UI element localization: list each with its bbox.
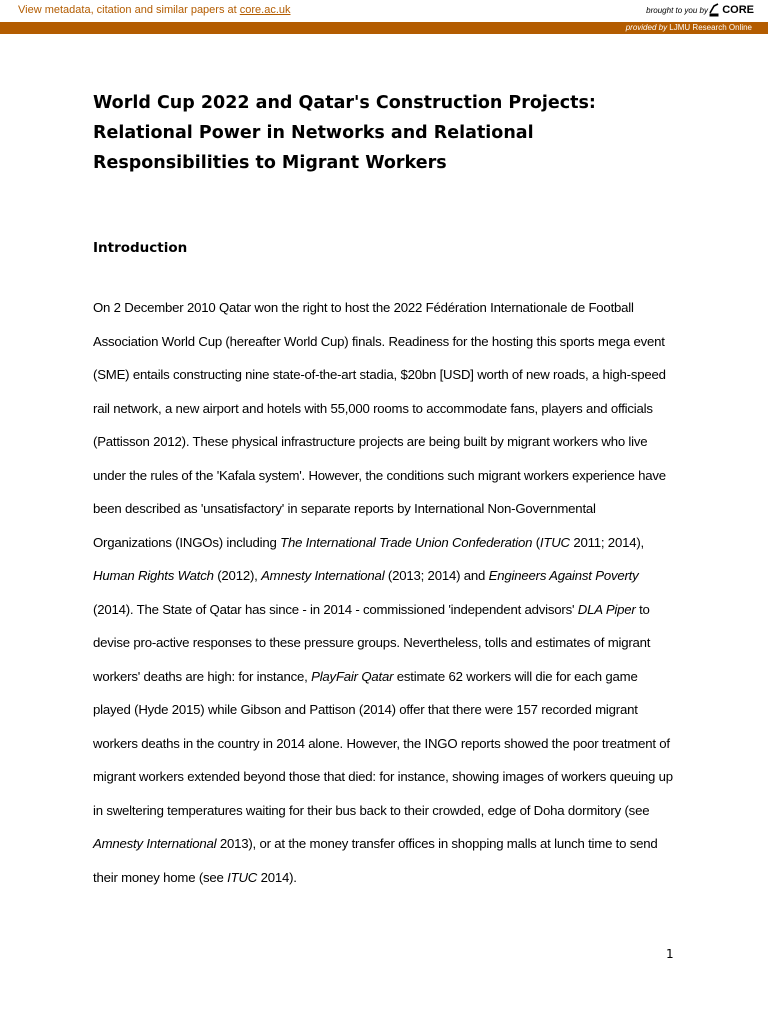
provided-by-label: provided by (625, 23, 668, 32)
body-line (93, 794, 683, 828)
text-run: in sweltering temperatures waiting for their bus back to their crowded, edge of Doha dormitory (see (93, 802, 650, 818)
body-line (93, 727, 683, 761)
text-run: estimate 62 workers will die for each game (393, 668, 638, 684)
italic-reference: Human Rights Watch (93, 568, 214, 583)
text-run: (2014). The State of Qatar has since - in 2014 - commissioned 'independent advisors' (93, 601, 578, 617)
text-run: On 2 December 2010 Qatar won the right to host the 2022 Fédération Internationale de Football (93, 300, 634, 315)
body-line (93, 325, 683, 359)
section-heading: Introduction (93, 240, 188, 256)
core-provided-bar (0, 22, 768, 34)
text-run: their money home (see (93, 869, 228, 885)
text-run: (2012), (213, 568, 262, 583)
body-line (93, 660, 683, 694)
body-line (93, 459, 683, 493)
body-line (93, 861, 683, 895)
text-run: rail network, a new airport and hotels with 55,000 rooms to accommodate fans, players and officials (93, 400, 653, 416)
text-run: Organizations (INGOs) including (93, 534, 281, 550)
text-run: Association World Cup (hereafter World Cup) finals. Readiness for the hosting this sports mega event (93, 333, 665, 349)
core-logo[interactable] (709, 3, 754, 17)
text-run: (SME) entails constructing nine state-of-the-art stadia, $20bn [USD] worth of new roads, a high-speed (93, 367, 666, 382)
body-line (93, 693, 683, 727)
text-run: (2013; 2014) and (384, 568, 489, 583)
italic-reference: The International Trade Union Confederation (280, 534, 533, 550)
italic-reference: ITUC (539, 534, 570, 550)
body-line (93, 358, 683, 392)
body-line (93, 827, 683, 861)
body-line (93, 760, 683, 794)
italic-reference: Amnesty International (261, 568, 385, 583)
italic-reference: ITUC (227, 869, 258, 885)
core-logo-icon (709, 3, 719, 17)
text-run: 2014). (257, 869, 297, 885)
body-line (93, 559, 683, 593)
italic-reference: DLA Piper (577, 601, 636, 617)
text-run: to (635, 601, 650, 617)
italic-reference: Engineers Against Poverty (488, 568, 639, 583)
page-number: 1 (666, 947, 674, 961)
body-line (93, 492, 683, 526)
text-run: devise pro-active responses to these pressure groups. Nevertheless, tolls and estimates of migrant (93, 635, 651, 650)
paper-title (93, 88, 653, 178)
core-logo-text: CORE (722, 4, 754, 16)
text-run: ( (532, 534, 540, 550)
body-line (93, 425, 683, 459)
core-metadata-prefix: View metadata, citation and similar papers at (18, 4, 237, 16)
body-line (93, 291, 683, 325)
paper-title-line: World Cup 2022 and Qatar's Construction Projects: (93, 93, 596, 113)
core-metadata-text (18, 4, 291, 16)
body-line (93, 526, 683, 560)
brought-to-you-text: brought to you by (646, 6, 708, 15)
core-banner (0, 0, 768, 23)
body-line (93, 593, 683, 627)
text-run: under the rules of the 'Kafala system'. However, the conditions such migrant workers experience have (93, 467, 666, 483)
text-run: been described as 'unsatisfactory' in separate reports by International Non-Governmental (93, 501, 596, 516)
text-run: workers' deaths are high: for instance, (93, 668, 312, 684)
italic-reference: PlayFair Qatar (311, 668, 394, 684)
provided-by-source[interactable]: LJMU Research Online (669, 23, 752, 32)
body-line (93, 626, 683, 660)
text-run: migrant workers extended beyond those that died: for instance, showing images of workers queuing up (93, 769, 673, 784)
provided-by-text (626, 23, 752, 32)
paper-title-line: Relational Power in Networks and Relational (93, 123, 534, 143)
italic-reference: Amnesty International (93, 836, 217, 851)
text-run: 2013), or at the money transfer offices in shopping malls at lunch time to send (216, 836, 658, 851)
text-run: (Pattisson 2012). These physical infrastructure projects are being built by migrant workers who live (93, 434, 648, 449)
text-run: workers deaths in the country in 2014 alone. However, the INGO reports showed the poor treatment of (93, 735, 670, 751)
introduction-paragraph (93, 291, 683, 894)
body-line (93, 392, 683, 426)
paper-title-line: Responsibilities to Migrant Workers (93, 153, 447, 173)
core-metadata-link[interactable]: core.ac.uk (239, 4, 291, 16)
text-run: played (Hyde 2015) while Gibson and Pattison (2014) offer that there were 157 recorded migrant (93, 702, 638, 717)
text-run: 2011; 2014), (569, 534, 645, 550)
